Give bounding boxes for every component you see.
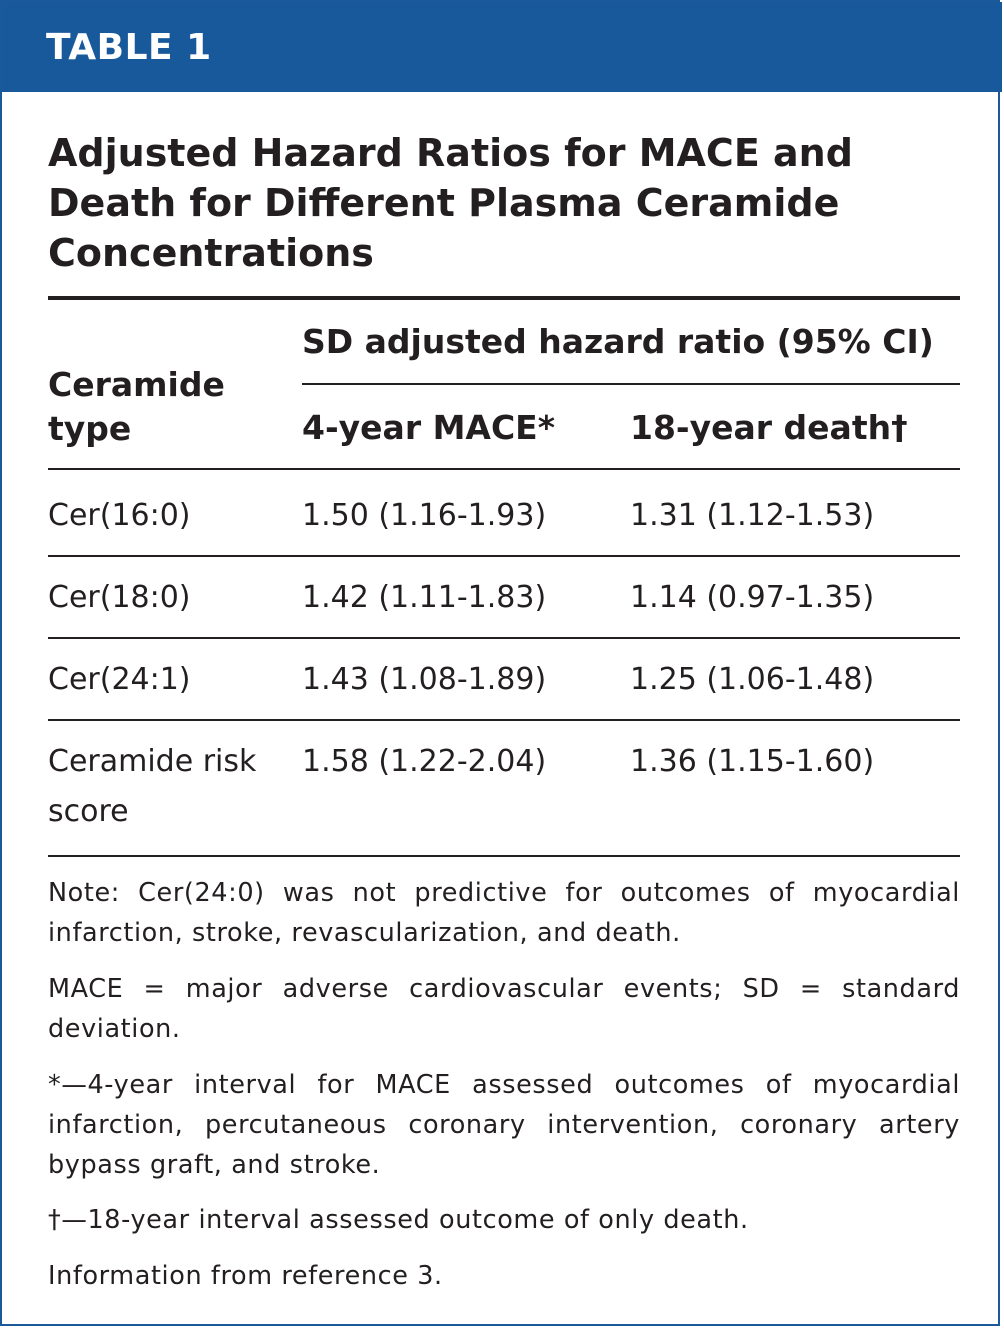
column-header-death: 18-year death†	[630, 408, 908, 447]
table-number-label: TABLE 1	[46, 27, 212, 68]
row-label-header: Ceramide type	[48, 365, 225, 448]
row-divider	[48, 719, 960, 721]
row-label: Cer(16:0)	[48, 498, 191, 533]
abbreviations-note: MACE = major adverse cardiovascular events; SD = standard deviation.	[48, 974, 960, 1044]
column-group-rule	[302, 383, 960, 385]
footnote-asterisk: *—4-year interval for MACE assessed outcomes of myocardial infarction, percutaneous coronary intervention, coronary artery bypass graft, and stroke.	[48, 1070, 960, 1180]
row-label: Ceramide risk score	[48, 744, 257, 829]
cell-death: 1.25 (1.06-1.48)	[630, 662, 875, 697]
row-divider	[48, 637, 960, 639]
table-title: Adjusted Hazard Ratios for MACE and Death for Different Plasma Ceramide Concentrations	[48, 131, 853, 275]
top-rule	[48, 296, 960, 300]
bottom-rule	[48, 855, 960, 857]
row-label: Cer(24:1)	[48, 662, 191, 697]
footnote-dagger: †—18-year interval assessed outcome of only death.	[48, 1205, 749, 1235]
row-divider	[48, 555, 960, 557]
source-note: Information from reference 3.	[48, 1261, 443, 1291]
cell-mace: 1.43 (1.08-1.89)	[302, 662, 547, 697]
cell-death: 1.36 (1.15-1.60)	[630, 744, 875, 779]
row-label: Cer(18:0)	[48, 580, 191, 615]
table-header-band	[2, 2, 1002, 92]
cell-death: 1.31 (1.12-1.53)	[630, 498, 875, 533]
cell-mace: 1.50 (1.16-1.93)	[302, 498, 547, 533]
cell-mace: 1.42 (1.11-1.83)	[302, 580, 547, 615]
column-group-header: SD adjusted hazard ratio (95% CI)	[302, 322, 934, 361]
table-note: Note: Cer(24:0) was not predictive for outcomes of myocardial infarction, stroke, revascularization, and death.	[48, 878, 960, 948]
cell-mace: 1.58 (1.22-2.04)	[302, 744, 547, 779]
header-rule	[48, 468, 960, 470]
cell-death: 1.14 (0.97-1.35)	[630, 580, 875, 615]
column-header-mace: 4-year MACE*	[302, 408, 555, 447]
